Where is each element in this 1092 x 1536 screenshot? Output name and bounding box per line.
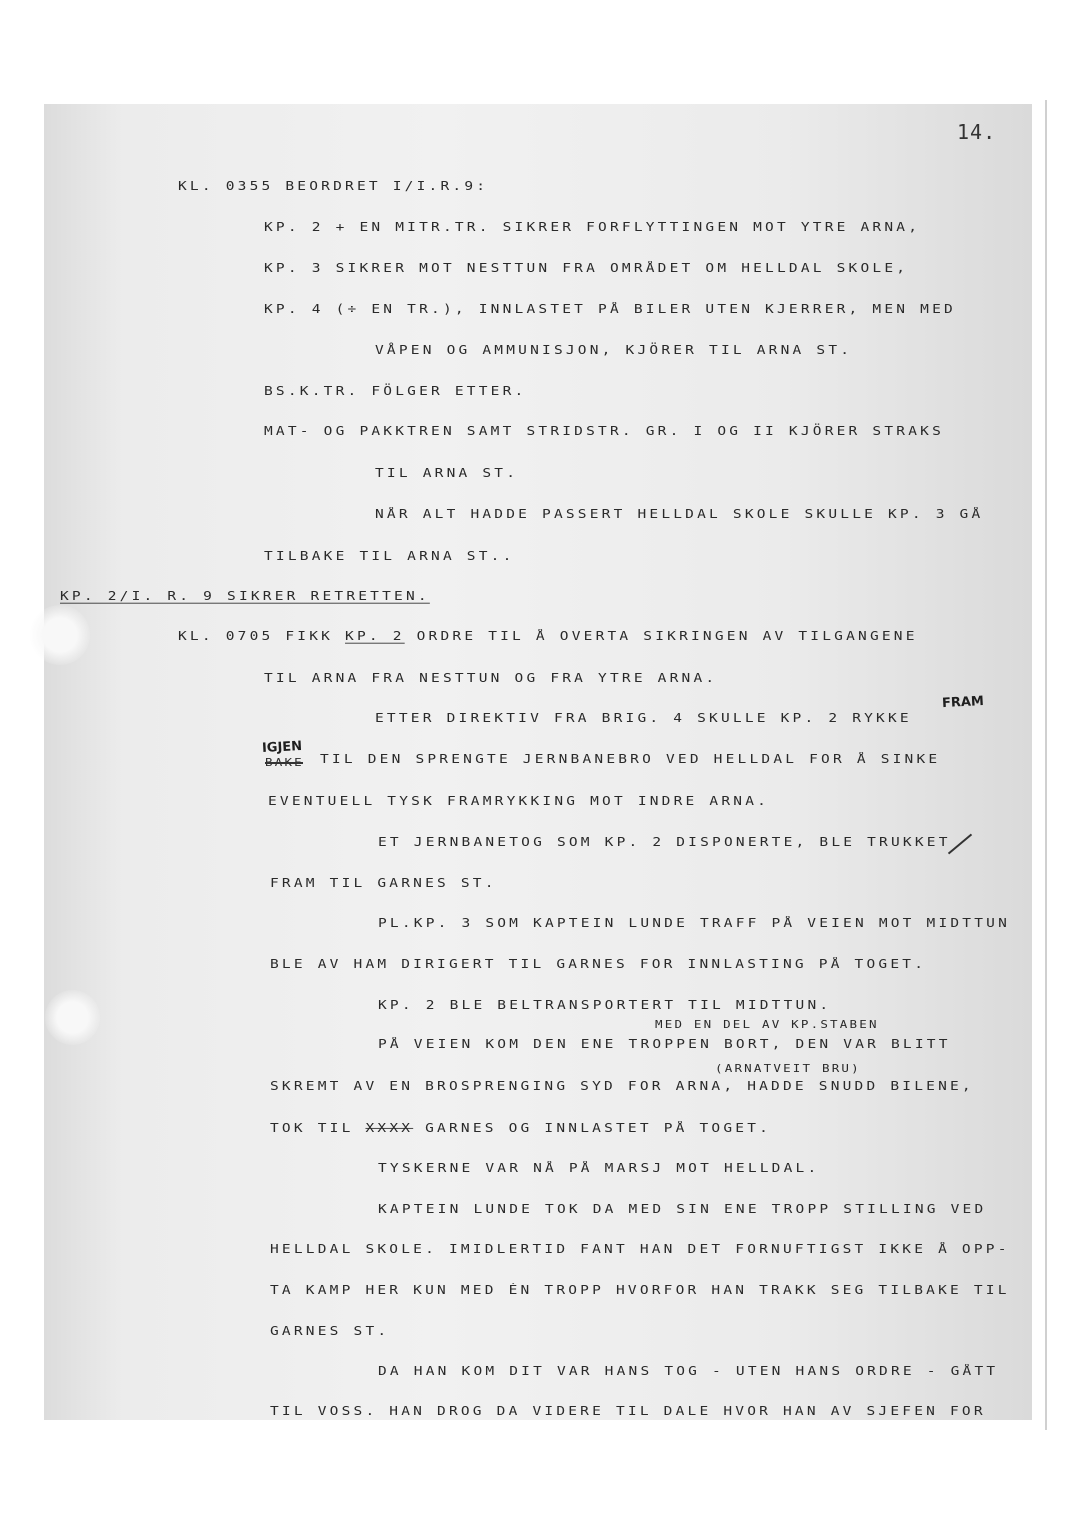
text-line: VÅPEN OG AMMUNISJON, KJÖRER TIL ARNA ST. bbox=[375, 344, 853, 358]
text-line: TIL ARNA FRA NESTTUN OG FRA YTRE ARNA. bbox=[264, 672, 718, 686]
text-line: ET JERNBANETOG SOM KP. 2 DISPONERTE, BLE TRUKKET bbox=[378, 836, 951, 850]
text-line bbox=[178, 630, 918, 644]
text-line: GARNES ST. bbox=[270, 1325, 390, 1339]
section-heading: KP. 2/I. R. 9 SIKRER RETRETTEN. bbox=[60, 590, 430, 604]
text-line: TIL ARNA ST. bbox=[375, 467, 519, 481]
page-number: 14. bbox=[957, 120, 997, 144]
strike-through-mark bbox=[265, 762, 303, 764]
text-segment: GARNES OG INNLASTET PÅ TOGET. bbox=[413, 1122, 772, 1136]
text-line: KP. 3 SIKRER MOT NESTTUN FRA OMRÅDET OM HELLDAL SKOLE, bbox=[264, 262, 909, 276]
text-line bbox=[270, 1122, 771, 1136]
text-line: DA HAN KOM DIT VAR HANS TOG - UTEN HANS ORDRE - GÅTT bbox=[378, 1365, 999, 1379]
text-line: KP. 2 BLE BELTRANSPORTERT TIL MIDTTUN. bbox=[378, 999, 832, 1013]
handwritten-fram: FRAM bbox=[941, 693, 985, 712]
punch-hole-mark bbox=[30, 605, 90, 665]
underlined-unit: KP. 2 bbox=[345, 630, 405, 644]
text-line: PÅ VEIEN KOM DEN ENE TROPPEN BORT, DEN VAR BLITT bbox=[378, 1038, 951, 1052]
text-line: TA KAMP HER KUN MED ÉN TROPP HVORFOR HAN TRAKK SEG TILBAKE TIL bbox=[270, 1284, 1010, 1298]
text-line: KP. 4 (÷ EN TR.), INNLASTET PÅ BILER UTEN KJERRER, MEN MED bbox=[264, 303, 956, 317]
text-line: TIL VOSS. HAN DROG DA VIDERE TIL DALE HVOR HAN AV SJEFEN FOR bbox=[270, 1405, 986, 1419]
text-line: TIL DEN SPRENGTE JERNBANEBRO VED HELLDAL FOR Å SINKE bbox=[320, 753, 941, 767]
text-line: BS.K.TR. FÖLGER ETTER. bbox=[264, 385, 527, 399]
punch-hole-mark bbox=[45, 990, 100, 1045]
text-line: KL. 0355 BEORDRET I/I.R.9: bbox=[178, 180, 489, 194]
text-segment: ORDRE TIL Å OVERTA SIKRINGEN AV TILGANGENE bbox=[404, 630, 918, 644]
text-line: HELLDAL SKOLE. IMIDLERTID FANT HAN DET FORNUFTIGST IKKE Å OPP- bbox=[270, 1243, 1010, 1257]
text-line: PL.KP. 3 SOM KAPTEIN LUNDE TRAFF PÅ VEIEN MOT MIDTTUN bbox=[378, 917, 1010, 931]
text-line: TILBAKE TIL ARNA ST.. bbox=[264, 550, 515, 564]
text-line: ETTER DIREKTIV FRA BRIG. 4 SKULLE KP. 2 RYKKE bbox=[375, 712, 912, 726]
text-line: EVENTUELL TYSK FRAMRYKKING MOT INDRE ARNA. bbox=[268, 795, 770, 809]
handwritten-igjen: IGJEN bbox=[261, 738, 303, 757]
text-segment: KL. 0705 FIKK bbox=[178, 630, 346, 644]
text-line: FRAM TIL GARNES ST. bbox=[270, 877, 497, 891]
text-line: TYSKERNE VAR NÅ PÅ MARSJ MOT HELLDAL. bbox=[378, 1162, 820, 1176]
page-edge-shadow bbox=[1045, 100, 1047, 1430]
interlinear-insertion: MED EN DEL AV KP.STABEN bbox=[655, 1018, 879, 1031]
interlinear-insertion: (ARNATVEIT BRU) bbox=[715, 1062, 861, 1075]
struck-typed-text: XXXX bbox=[365, 1122, 414, 1136]
text-segment: TOK TIL bbox=[270, 1122, 366, 1136]
text-line: NÅR ALT HADDE PASSERT HELLDAL SKOLE SKULLE KP. 3 GÅ bbox=[375, 508, 984, 522]
text-line: SKREMT AV EN BROSPRENGING SYD FOR ARNA, HADDE SNUDD BILENE, bbox=[270, 1080, 974, 1094]
text-line: KAPTEIN LUNDE TOK DA MED SIN ENE TROPP STILLING VED bbox=[378, 1203, 987, 1217]
text-line: KP. 2 + EN MITR.TR. SIKRER FORFLYTTINGEN MOT YTRE ARNA, bbox=[264, 221, 921, 235]
text-line: BLE AV HAM DIRIGERT TIL GARNES FOR INNLASTING PÅ TOGET. bbox=[270, 958, 927, 972]
text-line: MAT- OG PAKKTREN SAMT STRIDSTR. GR. I OG II KJÖRER STRAKS bbox=[264, 425, 944, 439]
